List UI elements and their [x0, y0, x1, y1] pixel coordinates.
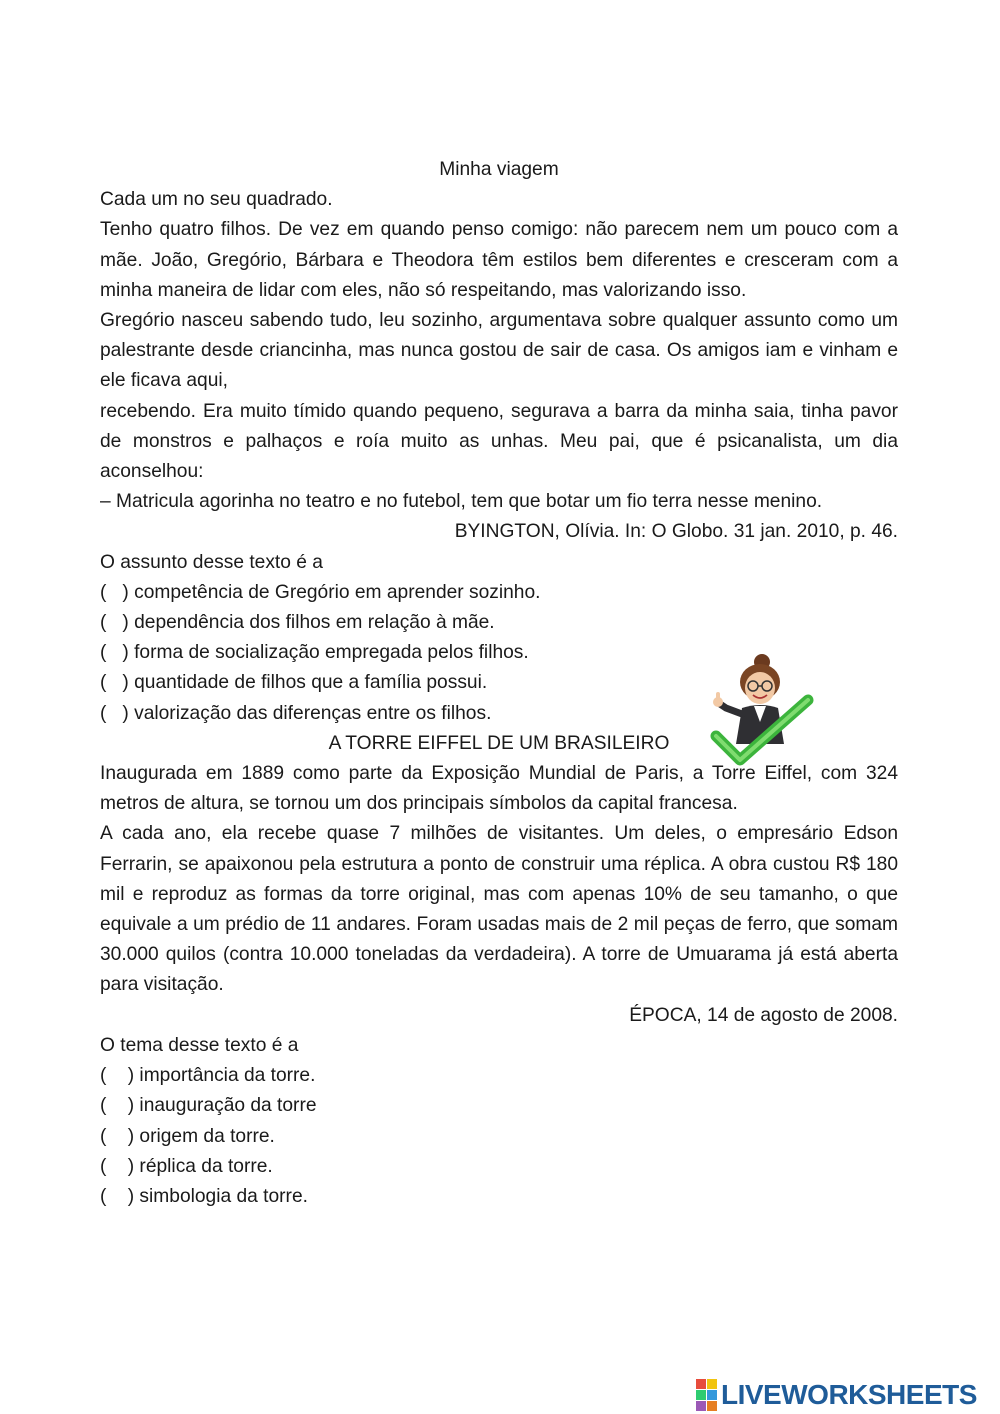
- text1-paragraph-2: Tenho quatro filhos. De vez em quando penso comigo: não parecem nem um pouco com a mãe. João, Gregório, Bárbara e Theodora têm estilos bem diferentes e cresceram com a minha maneira de lidar com eles, não só respeitando, mas valorizando isso.: [100, 219, 898, 301]
- text1-source: BYINGTON, Olívia. In: O Globo. 31 jan. 2010, p. 46.: [454, 521, 898, 543]
- question2-option[interactable]: ( ) origem da torre.: [100, 1125, 275, 1147]
- text1-paragraph-5: – Matricula agorinha no teatro e no futebol, tem que botar um fio terra nesse menino.: [100, 491, 823, 513]
- text1-title: Minha viagem: [439, 159, 559, 180]
- question1-option[interactable]: ( ) forma de socialização empregada pelos filhos.: [100, 642, 529, 664]
- question2-option[interactable]: ( ) inauguração da torre: [100, 1095, 317, 1117]
- logo-text: LIVEWORKSHEETS: [721, 1379, 977, 1410]
- question1-option[interactable]: ( ) dependência dos filhos em relação à mãe.: [100, 612, 495, 634]
- question1-option[interactable]: ( ) valorização das diferenças entre os filhos.: [100, 702, 492, 724]
- question2-option[interactable]: ( ) simbologia da torre.: [100, 1185, 308, 1207]
- question1-option[interactable]: ( ) quantidade de filhos que a família possui.: [100, 672, 488, 694]
- question1-option[interactable]: ( ) competência de Gregório em aprender sozinho.: [100, 581, 541, 603]
- teacher-thumbs-up-checkmark-icon: [706, 652, 814, 770]
- logo-blocks-icon: [696, 1379, 717, 1411]
- text2-paragraph-1: Inaugurada em 1889 como parte da Exposição Mundial de Paris, a Torre Eiffel, com 324 metros de altura, se tornou um dos principais símbolos da capital francesa.: [100, 763, 898, 815]
- text1-paragraph-1: Cada um no seu quadrado.: [100, 189, 333, 211]
- question1-prompt: O assunto desse texto é a: [100, 551, 323, 573]
- question2-option[interactable]: ( ) réplica da torre.: [100, 1155, 273, 1177]
- question2-prompt: O tema desse texto é a: [100, 1034, 299, 1056]
- text2-title: A TORRE EIFFEL DE UM BRASILEIRO: [328, 732, 670, 754]
- question2-option[interactable]: ( ) importância da torre.: [100, 1065, 316, 1087]
- text2-paragraph-2: A cada ano, ela recebe quase 7 milhões de visitantes. Um deles, o empresário Edson Ferrarin, se apaixonou pela estrutura a ponto de construir uma réplica. A obra custou R$ 180 mil e reproduz as formas da torre original, mas com apenas 10% de seu tamanho, o que equivale a um prédio de 11 andares. Foram usadas mais de 2 mil peças de ferro, que somam 30.000 quilos (contra 10.000 toneladas da verdadeira). A torre de Umuarama já está aberta para visitação.: [100, 823, 898, 996]
- text1-paragraph-4: recebendo. Era muito tímido quando pequeno, segurava a barra da minha saia, tinha pavor de monstros e palhaços e roía muito as unhas. Meu pai, que é psicanalista, um dia aconselhou:: [100, 400, 898, 483]
- text1-paragraph-3: Gregório nasceu sabendo tudo, leu sozinho, argumentava sobre qualquer assunto como um palestrante desde criancinha, mas nunca gostou de sair de casa. Os amigos iam e vinham e ele ficava aqui,: [100, 310, 898, 392]
- text2-source: ÉPOCA, 14 de agosto de 2008.: [629, 1004, 898, 1026]
- liveworksheets-logo: [696, 1378, 977, 1412]
